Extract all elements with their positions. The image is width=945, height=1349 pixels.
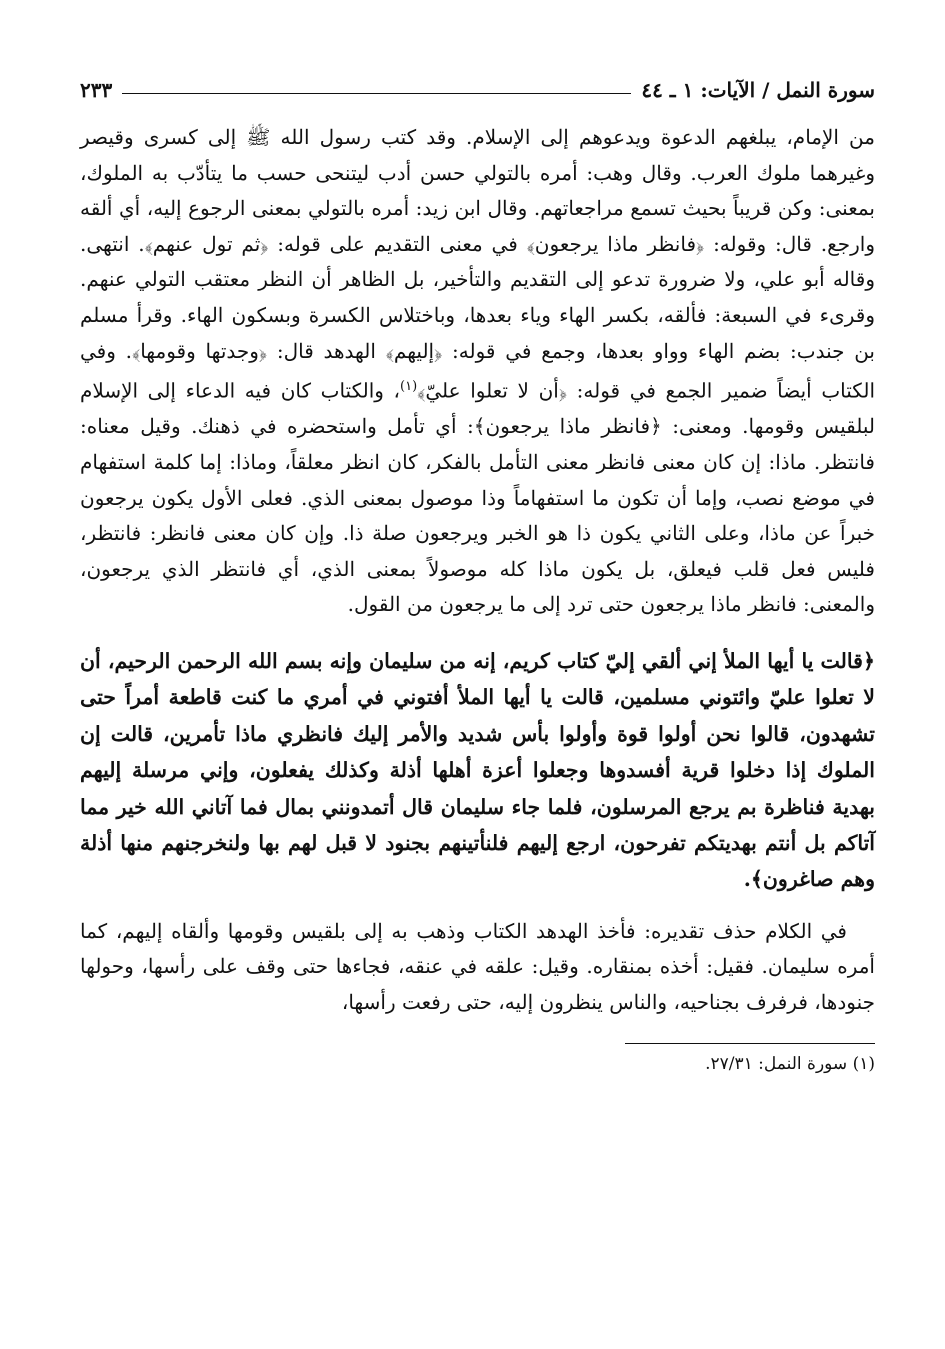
surah-title: سورة النمل / الآيات: ١ ـ ٤٤ bbox=[641, 78, 875, 102]
commentary-text-part-1: من الإمام، يبلغهم الدعوة ويدعوهم إلى الإسلام. وقد كتب رسول الله ﷺ إلى كسرى وقيصر وغيرهما ملوك العرب. وقال وهب: أمره بالتولي حسن أدب ليتنحى حسب ما يتأدّب به الملوك، بمعنى: وكن قريباً بحيث تسمع مراجعاتهم. وقال ابن زيد: أمره بالتولي بمعنى الرجوع إليه، أي ألقه وارجع. قال: وقوله: ﴿فانظر ماذا يرجعون﴾ في معنى التقديم على قوله: ﴿ثم تول عنهم﴾. انتهى. وقاله أبو علي، ولا ضرورة تدعو إلى التقديم والتأخير، بل الظاهر أن النظر معتقب التولي عنهم. وقرىء في السبعة: فألقه، بكسر الهاء وياء بعدها، وباختلاس الكسرة وبسكون الهاء. وقرأ مسلم بن جندب: بضم الهاء وواو بعدها، وجمع في قوله: ﴿إليهم﴾ الهدهد قال: ﴿وجدتها وقومها﴾. وفي الكتاب أيضاً ضمير الجمع في قوله: ﴿أن لا تعلوا عليّ﴾ bbox=[80, 125, 875, 403]
commentary-text-part-2: ، والكتاب كان فيه الدعاء إلى الإسلام لبلقيس وقومها. ومعنى: ﴿فانظر ماذا يرجعون﴾: أي تأمل واستحضره في ذهنك. وقيل معناه: فانتظر. ماذا: إن كان معنى فانظر معنى التأمل بالفكر، كان انظر معلقاً، وماذا: إما كلمة استفهام في موضع نصب، وإما أن تكون ما استفهاماً وذا موصول بمعنى الذي. فعلى الأول يكون يرجعون خبراً عن ماذا، وعلى الثاني يكون ذا هو الخبر ويرجعون صلة ذا. وإن كان معنى فانظر: فانتظر، فليس فعل قلب فيعلق، بل يكون ماذا كله موصولاً بمعنى الذي، أي فانتظر الذي يرجعون، والمعنى: فانظر ماذا يرجعون حتى ترد إلى ما يرجعون من القول. bbox=[80, 378, 875, 617]
commentary-paragraph-2: في الكلام حذف تقديره: فأخذ الهدهد الكتاب وذهب به إلى بلقيس وقومها وألقاه إليهم، كما أمره سليمان. فقيل: أخذه بمنقاره. وقيل: علقه في عنقه، فجاءها حتى وقف على رأسها، وحولها جنودها، فرفرف بجناحيه، والناس ينظرون إليه، حتى رفعت رأسها، bbox=[80, 918, 875, 1014]
commentary-paragraph bbox=[80, 120, 875, 623]
footnote: (١) سورة النمل: ٢٧/٣١. bbox=[705, 1053, 875, 1074]
quran-verses: ﴿قالت يا أيها الملأ إني ألقي إليّ كتاب كريم، إنه من سليمان وإنه بسم الله الرحمن الرحيم، أن لا تعلوا عليّ وائتوني مسلمين، قالت يا أيها الملأ أفتوني في أمري ما كنت قاطعة أمراً حتى تشهدون، قالوا نحن أولوا قوة وأولوا بأس شديد والأمر إليك فانظري ماذا تأمرين، قالت إن الملوك إذا دخلوا قرية أفسدوها وجعلوا أعزة أهلها أذلة وكذلك يفعلون، وإني مرسلة إليهم بهدية فناظرة بم يرجع المرسلون، فلما جاء سليمان قال أتمدونني بمال فما آتاني الله خير مما آتاكم بل أنتم بهديتكم تفرحون، ارجع إليهم فلنأتينهم بجنود لا قبل لهم بها ولنخرجنهم منها أذلة وهم صاغرون﴾. bbox=[80, 648, 875, 892]
footnote-reference[interactable]: (١) bbox=[400, 379, 418, 395]
page-number: ٢٣٣ bbox=[80, 78, 113, 102]
header-rule bbox=[122, 93, 631, 94]
footnote-divider bbox=[625, 1043, 875, 1044]
book-page bbox=[80, 68, 875, 1268]
running-header bbox=[80, 68, 875, 102]
